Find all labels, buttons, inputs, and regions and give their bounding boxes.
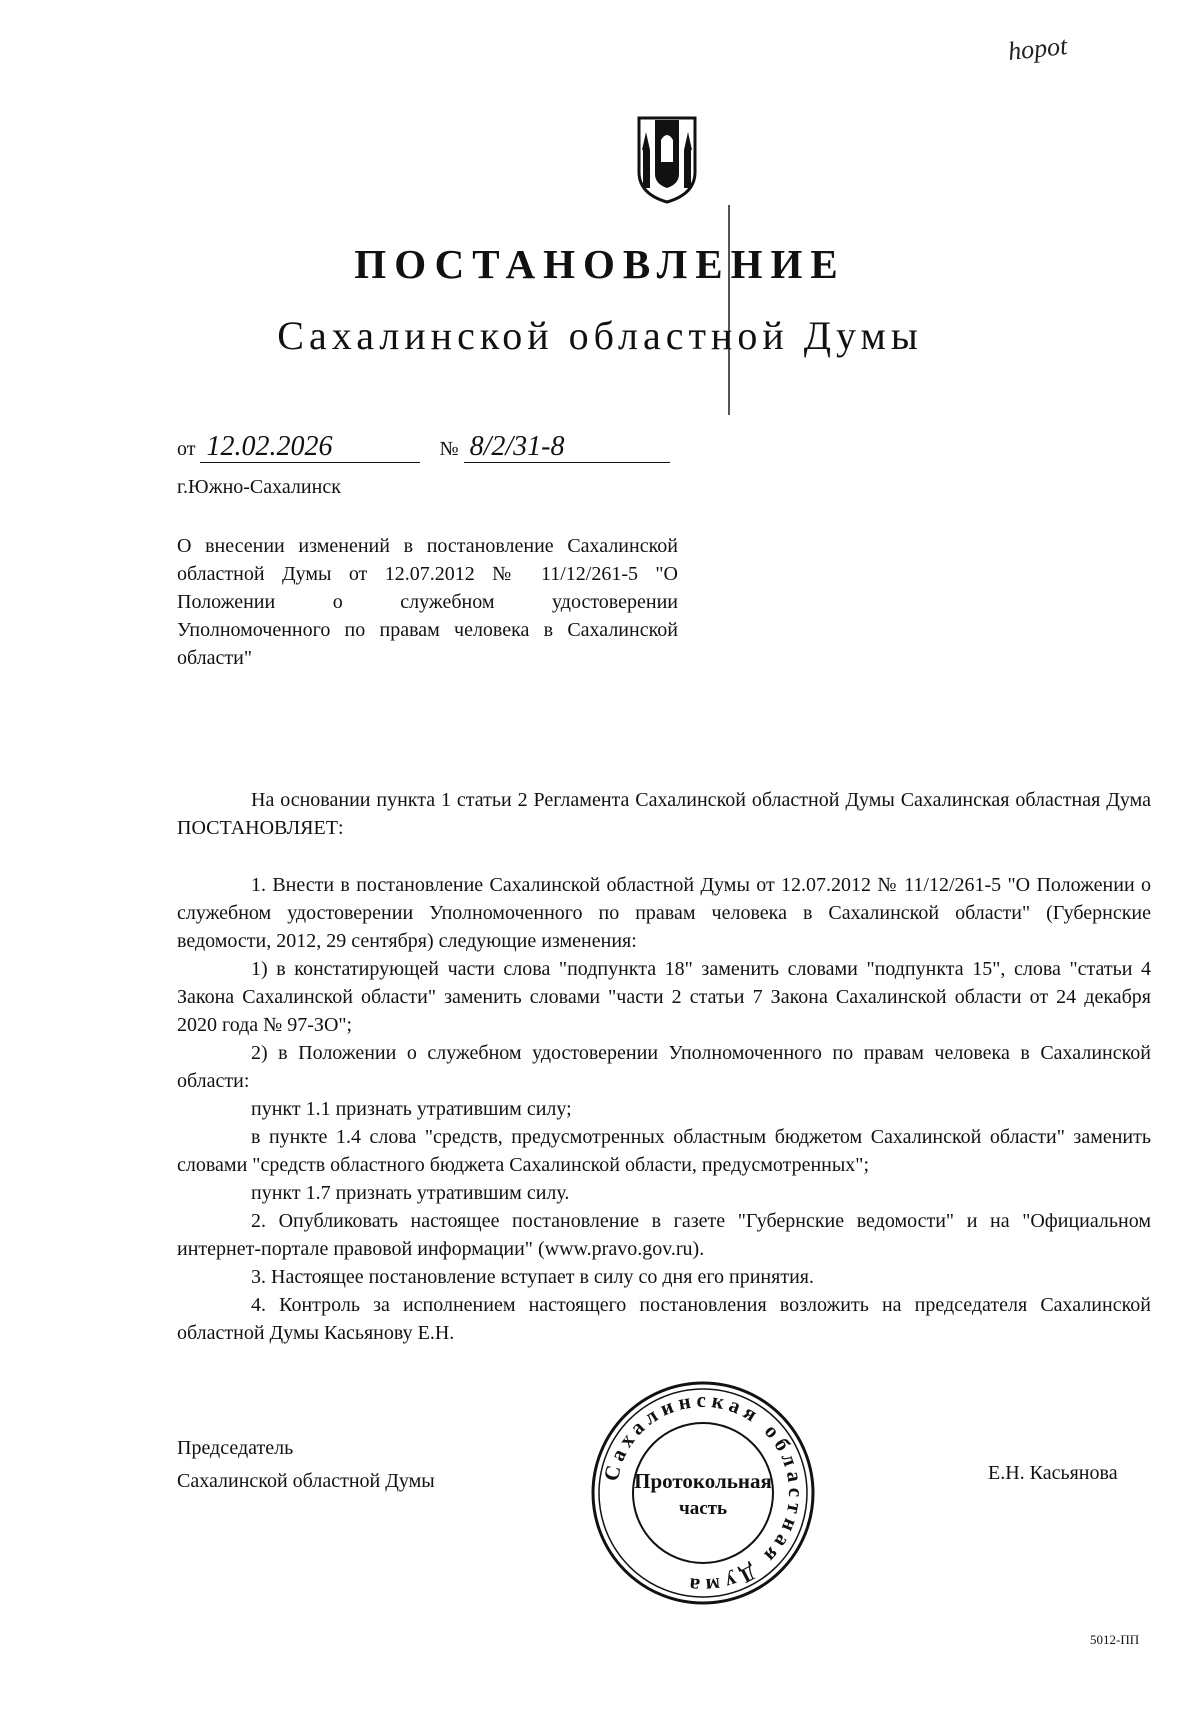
seal-center-line: Протокольная — [634, 1469, 772, 1493]
clause: 1) в констатирующей части слова "подпункта 18" заменить словами "подпункта 15", слова "статьи 4 Закона Сахалинской области" заменить словами "части 2 статьи 7 Закона Сахалинской области от 24 декабря 2020 года № 97-ЗО"; — [177, 958, 1151, 1036]
signatory-position — [177, 1432, 435, 1498]
preamble-text: На основании пункта 1 статьи 2 Регламента Сахалинской областной Думы Сахалинская областная Дума ПОСТАНОВЛЯЕТ: — [177, 789, 1151, 839]
date-prefix: от — [177, 438, 196, 460]
clause: 1. Внести в постановление Сахалинской областной Думы от 12.07.2012 № 11/12/261-5 "О Положении о служебном удостоверении Уполномоченного по правам человека в Сахалинской области" (Губернские ведомости, 2012, 29 сентября) следующие изменения: — [177, 874, 1151, 952]
official-seal-stamp — [590, 1380, 816, 1606]
handwritten-corner-mark: hopot — [1006, 30, 1069, 67]
clause: пункт 1.1 признать утратившим силу; — [251, 1098, 572, 1120]
form-code: 5012-ПП — [1090, 1632, 1140, 1647]
clause: пункт 1.7 признать утратившим силу. — [251, 1182, 570, 1204]
signatory-name: Е.Н. Касьянова — [988, 1462, 1118, 1484]
city: г.Южно-Сахалинск — [177, 476, 341, 498]
document-title: ПОСТАНОВЛЕНИЕ — [354, 241, 846, 287]
clause: в пункте 1.4 слова "средств, предусмотренных областным бюджетом Сахалинской области" заменить словами "средств областного бюджета Сахалинской области, предусмотренных"; — [177, 1126, 1151, 1176]
position-line: Председатель — [177, 1437, 294, 1459]
coat-of-arms-icon — [631, 110, 703, 204]
number-prefix: № — [439, 438, 459, 460]
date-value: 12.02.2026 — [200, 432, 420, 463]
clause: 2) в Положении о служебном удостоверении Уполномоченного по правам человека в Сахалинской области: — [177, 1042, 1151, 1092]
clauses — [177, 871, 1151, 1347]
clause: 4. Контроль за исполнением настоящего постановления возложить на председателя Сахалинской областной Думы Касьянову Е.Н. — [177, 1294, 1151, 1344]
seal-ring-text: Сахалинская областная Дума — [598, 1387, 809, 1599]
document-subject: О внесении изменений в постановление Сахалинской областной Думы от 12.07.2012 № 11/12/261-5 "О Положении о служебном удостоверении Уполномоченного по правам человека в Сахалинской области" — [177, 535, 678, 669]
preamble — [177, 786, 1151, 842]
position-line: Сахалинской областной Думы — [177, 1470, 435, 1492]
clause: 3. Настоящее постановление вступает в силу со дня его принятия. — [251, 1266, 814, 1288]
number-value: 8/2/31-8 — [464, 432, 670, 463]
requisites-line — [177, 432, 670, 463]
scan-artifact-line — [728, 205, 730, 415]
seal-center-line: часть — [678, 1498, 728, 1519]
document-issuer: Сахалинской областной Думы — [277, 313, 923, 358]
clause: 2. Опубликовать настоящее постановление в газете "Губернские ведомости" и на "Официальном интернет-портале правовой информации" (www.pravo.gov.ru). — [177, 1210, 1151, 1260]
